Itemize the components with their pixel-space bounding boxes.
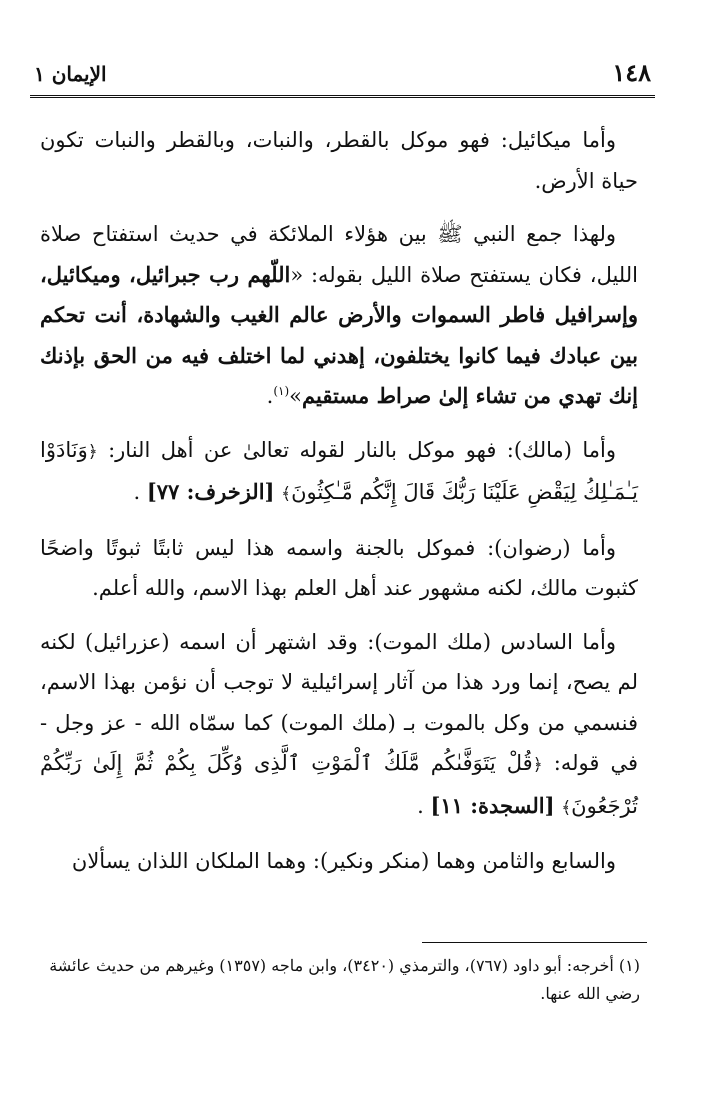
- running-title: الإيمان ١: [34, 62, 107, 86]
- quran-bracket-open: ﴿: [532, 755, 543, 775]
- paragraph-angel-of-death: [40, 622, 638, 829]
- quran-verse: وَنَادَوْا يَـٰمَـٰلِكُ لِيَقْضِ عَلَيْنَا رَبُّكَ قَالَ إِنَّكُم مَّـٰكِثُونَ: [40, 437, 638, 504]
- quran-bracket-close: ﴾: [561, 797, 572, 818]
- header-rule: [30, 95, 655, 98]
- quran-bracket-close: ﴾: [281, 484, 292, 504]
- paragraph-munkar-nakir: والسابع والثامن وهما (منكر ونكير): وهما الملكان اللذان يسألان: [71, 849, 616, 873]
- quran-bracket-open: ﴿: [87, 441, 98, 462]
- main-text: [40, 120, 638, 895]
- paragraph-end: .: [133, 480, 147, 504]
- paragraph-ridwan: وأما (رضوان): فموكل بالجنة واسمه هذا ليس ثابتًا ثبوتًا واضحًا كثبوت مالك، لكنه مشهور عند أهل العلم بهذا الاسم، والله أعلم.: [40, 535, 638, 600]
- footnote-reference: (١): [273, 384, 290, 398]
- paragraph-end: .: [266, 384, 274, 408]
- quran-verse: قُلْ يَتَوَفَّىٰكُم مَّلَكُ ٱلْمَوْتِ ٱلَّذِى وُكِّلَ بِكُمْ ثُمَّ إِلَىٰ رَبِّكُمْ تُرْجَعُونَ: [40, 751, 638, 818]
- page-header: [30, 58, 655, 92]
- paragraph-night-prayer: [40, 214, 638, 417]
- quote-close: »: [289, 384, 303, 408]
- footnote-rule: [422, 942, 647, 943]
- page-number: ١٤٨: [612, 58, 651, 87]
- paragraph-end: .: [417, 793, 431, 818]
- verse-reference: [الزخرف: ٧٧]: [146, 479, 275, 504]
- footnote: (١) أخرجه: أبو داود (٧٦٧)، والترمذي (٣٤٢٠)، وابن ماجه (١٣٥٧) وغيرهم من حديث عائشة رضي الله عنها.: [49, 956, 640, 1003]
- hadith-supplication: اللّهم رب جبرائيل، وميكائيل، وإسرافيل فاطر السموات والأرض عالم الغيب والشهادة، أنت تحكم بين عبادك فيما كانوا يختلفون، إهدني لما اختلف فيه من الحق بإذنك إنك تهدي من تشاء إلىٰ صراط مستقيم: [40, 261, 638, 408]
- verse-reference: [السجدة: ١١]: [430, 792, 555, 818]
- paragraph-malik: [40, 430, 638, 515]
- paragraph-intro: وأما (مالك): فهو موكل بالنار لقوله تعالىٰ عن أهل النار:: [97, 437, 616, 462]
- paragraph-intro: ولهذا جمع النبي ﷺ بين هؤلاء الملائكة في حديث استفتاح صلاة الليل، فكان يستفتح صلاة الليل بقوله: «: [40, 222, 638, 287]
- paragraph-intro: وأما السادس (ملك الموت): وقد اشتهر أن اسمه (عزرائيل) لكنه لم يصح، إنما ورد هذا من آثار إسرائيلية لا توجب أن نؤمن بهذا الاسم، فنسمي من وكل بالموت بـ (ملك الموت) كما سمّاه الله - عز وجل - في قوله:: [40, 629, 639, 775]
- paragraph-mikail: وأما ميكائيل: فهو موكل بالقطر، والنبات، وبالقطر والنبات تكون حياة الأرض.: [40, 128, 638, 193]
